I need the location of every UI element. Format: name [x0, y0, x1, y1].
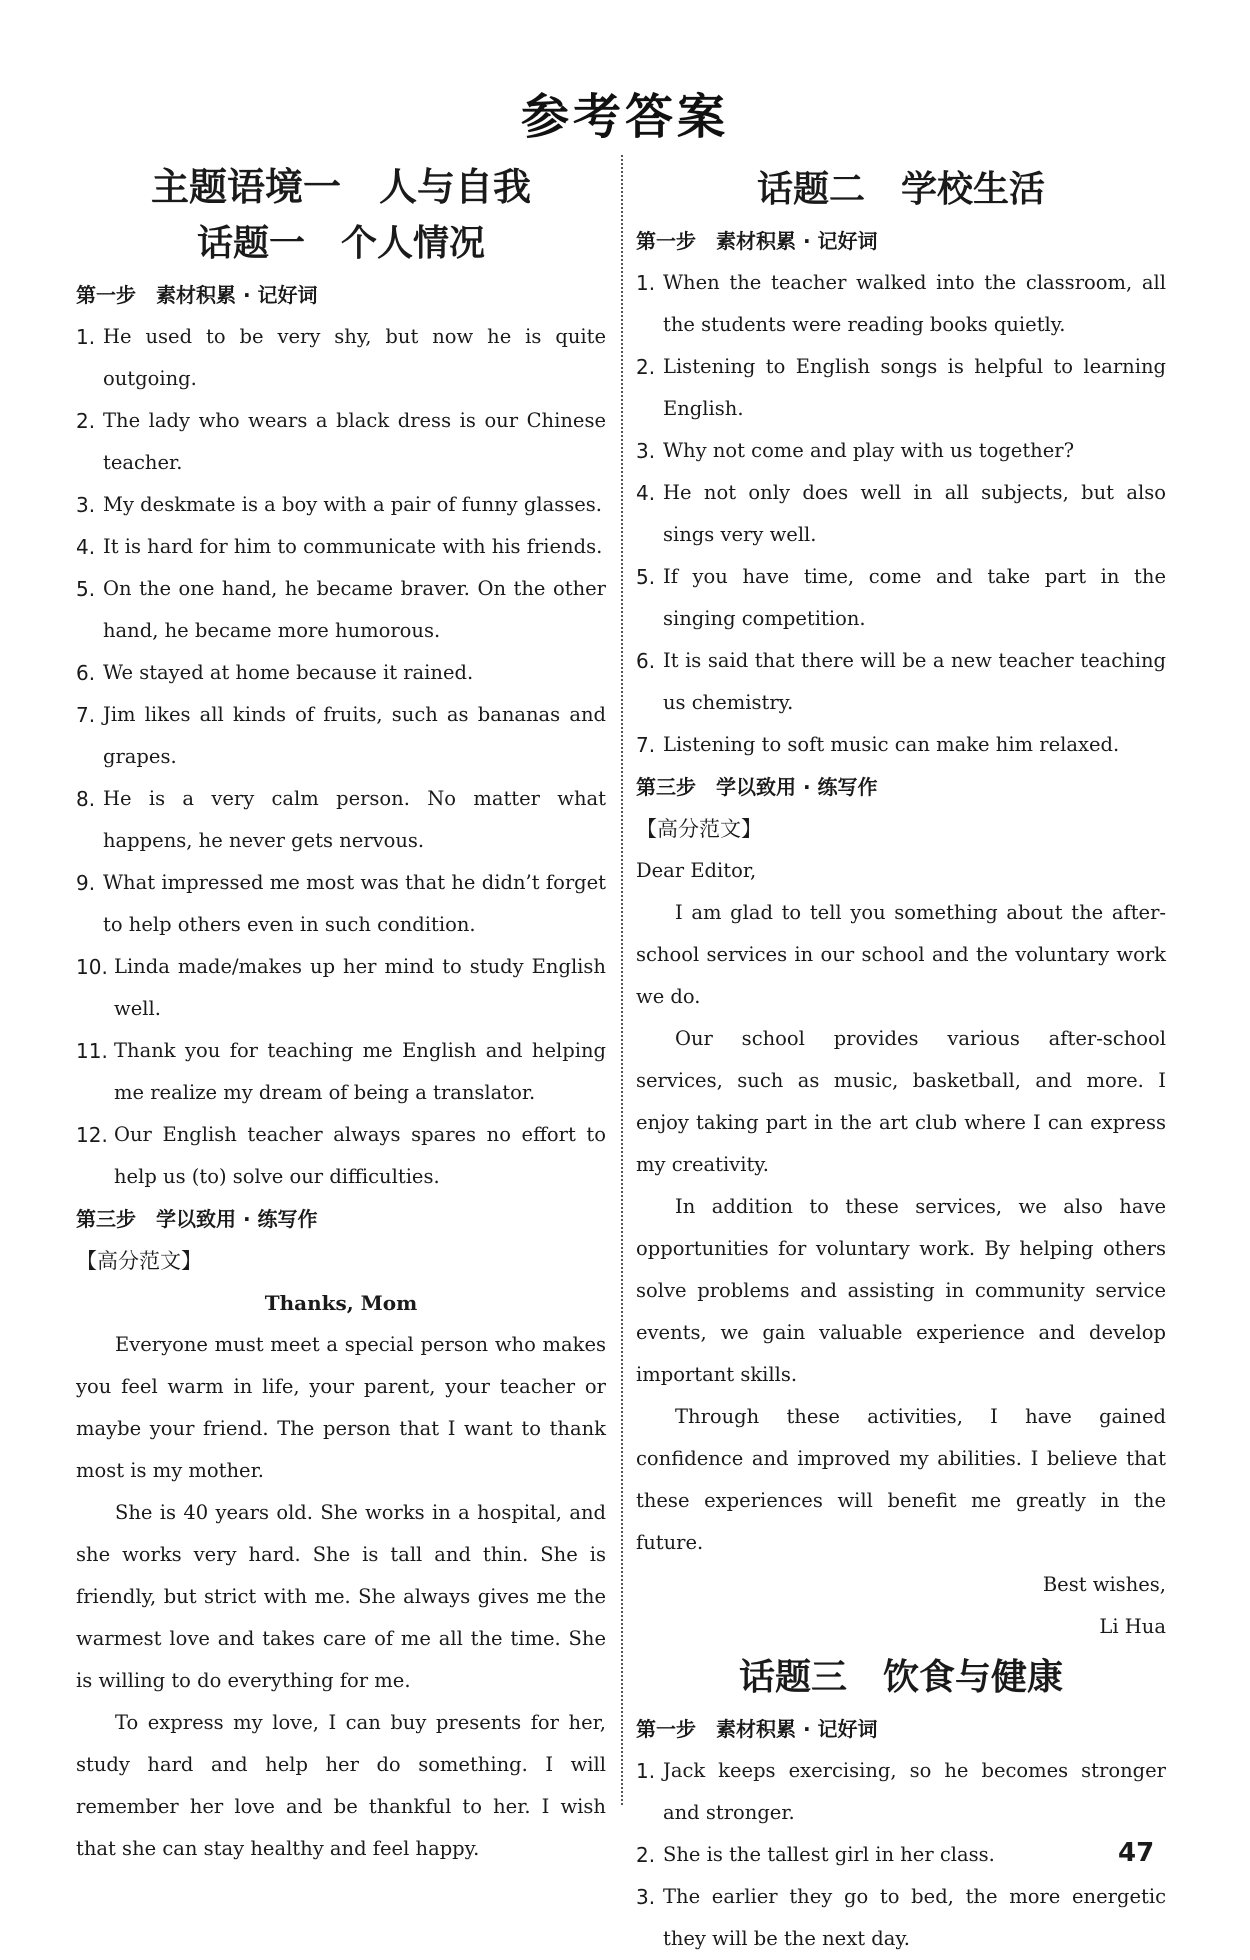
list-item: 1. When the teacher walked into the classroom, all the students were reading books quietly.	[636, 271, 1166, 336]
right-column	[636, 160, 1166, 1960]
step-heading: 第三步 学以致用 · 练写作	[636, 775, 878, 799]
topic-title-2: 话题二 学校生活	[756, 169, 1045, 210]
list-item: 10. Linda made/makes up her mind to study English well.	[76, 955, 606, 1020]
column-divider	[621, 155, 623, 1805]
answer-list	[636, 262, 1166, 766]
list-item: 6. It is said that there will be a new teacher teaching us chemistry.	[636, 649, 1166, 714]
list-item: 3. The earlier they go to bed, the more energetic they will be the next day.	[636, 1885, 1166, 1950]
list-item: 2. The lady who wears a black dress is our Chinese teacher.	[76, 409, 606, 474]
list-item: 5. If you have time, come and take part in the singing competition.	[636, 565, 1166, 630]
list-item: 3. Why not come and play with us together?	[636, 439, 1075, 463]
list-item: 9. What impressed me most was that he didn’t forget to help others even in such condition.	[76, 871, 606, 936]
list-item: 5. On the one hand, he became braver. On the other hand, he became more humorous.	[76, 577, 606, 642]
topic-title-1: 话题一 个人情况	[196, 223, 485, 264]
letter-closing: Best wishes,	[1042, 1573, 1166, 1596]
list-item: 12. Our English teacher always spares no effort to help us (to) solve our difficulties.	[76, 1123, 606, 1188]
list-item: 7. Listening to soft music can make him relaxed.	[636, 733, 1120, 757]
left-column	[76, 160, 606, 1870]
list-item: 2. Listening to English songs is helpful to learning English.	[636, 355, 1166, 420]
answer-list	[76, 316, 606, 1198]
essay-title: Thanks, Mom	[264, 1291, 418, 1315]
list-item: 8. He is a very calm person. No matter what happens, he never gets nervous.	[76, 787, 606, 852]
essay-paragraph: Our school provides various after-school services, such as music, basketball, and more. I enjoy taking part in the art club where I can express my creativity.	[636, 1027, 1166, 1176]
essay-paragraph: I am glad to tell you something about the after-school services in our school and the voluntary work we do.	[636, 901, 1166, 1008]
step-heading: 第三步 学以致用 · 练写作	[76, 1207, 318, 1231]
essay-tag: 【高分范文】	[636, 817, 762, 841]
answer-list	[636, 1750, 1166, 1960]
essay-paragraph: In addition to these services, we also have opportunities for voluntary work. By helping others solve problems and assisting in community service events, we gain valuable experience and develop important skills.	[636, 1195, 1166, 1386]
essay-paragraph: To express my love, I can buy presents for her, study hard and help her do something. I will remember her love and be thankful to her. I wish that she can stay healthy and feel happy.	[76, 1711, 606, 1860]
list-item: 3. My deskmate is a boy with a pair of funny glasses.	[76, 493, 603, 517]
list-item: 6. We stayed at home because it rained.	[76, 661, 474, 685]
essay-paragraph: Everyone must meet a special person who makes you feel warm in life, your parent, your teacher or maybe your friend. The person that I want to thank most is my mother.	[76, 1333, 606, 1482]
list-item: 2. She is the tallest girl in her class.	[636, 1843, 995, 1867]
theme-title: 主题语境一 人与自我	[150, 165, 531, 209]
list-item: 7. Jim likes all kinds of fruits, such as bananas and grapes.	[76, 703, 606, 768]
list-item: 11. Thank you for teaching me English and helping me realize my dream of being a translator.	[76, 1039, 606, 1104]
step-heading: 第一步 素材积累 · 记好词	[76, 283, 318, 307]
list-item: 4. It is hard for him to communicate with his friends.	[76, 535, 603, 559]
page-number: 47	[1118, 1838, 1155, 1868]
letter-signature: Li Hua	[1099, 1615, 1166, 1638]
topic-title-3: 话题三 饮食与健康	[738, 1657, 1063, 1698]
step-heading: 第一步 素材积累 · 记好词	[636, 1717, 878, 1741]
list-item: 1. Jack keeps exercising, so he becomes stronger and stronger.	[636, 1759, 1166, 1824]
step-heading: 第一步 素材积累 · 记好词	[636, 229, 878, 253]
page-title: 参考答案	[520, 89, 729, 145]
list-item: 1. He used to be very shy, but now he is quite outgoing.	[76, 325, 606, 390]
letter-salutation: Dear Editor,	[636, 859, 757, 882]
essay-tag: 【高分范文】	[76, 1249, 202, 1273]
essay-paragraph: She is 40 years old. She works in a hospital, and she works very hard. She is tall and thin. She is friendly, but strict with me. She always gives me the warmest love and takes care of me all the time. She is willing to do everything for me.	[76, 1501, 606, 1692]
essay-paragraph: Through these activities, I have gained confidence and improved my abilities. I believe that these experiences will benefit me greatly in the future.	[636, 1405, 1166, 1554]
list-item: 4. He not only does well in all subjects, but also sings very well.	[636, 481, 1166, 546]
